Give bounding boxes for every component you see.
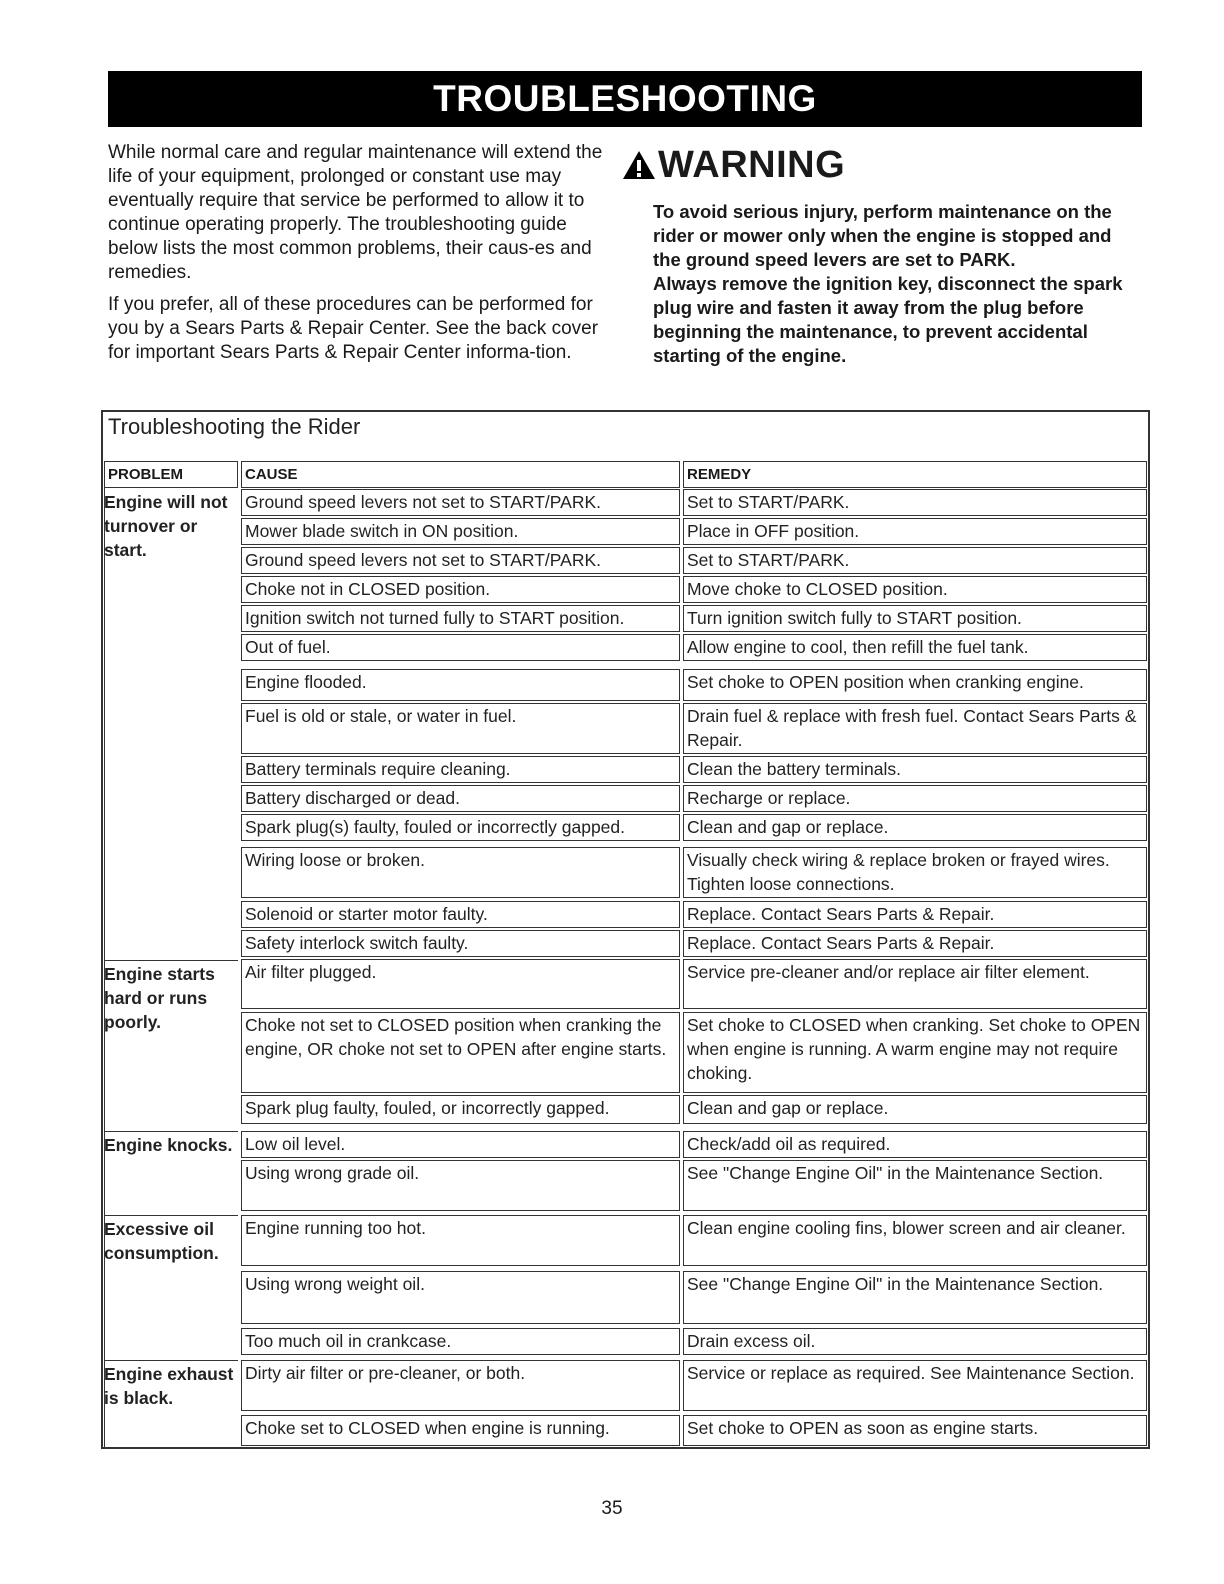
- cause-cell: Safety interlock switch faulty.: [241, 930, 680, 957]
- remedy-cell: Replace. Contact Sears Parts & Repair.: [683, 901, 1147, 928]
- cause-cell: Mower blade switch in ON position.: [241, 518, 680, 545]
- problem-cell: Engine knocks.: [104, 1135, 233, 1155]
- cause-cell: Too much oil in crankcase.: [241, 1328, 680, 1355]
- cause-cell: Spark plug(s) faulty, fouled or incorrectly gapped.: [241, 814, 680, 841]
- remedy-cell: Set to START/PARK.: [683, 547, 1147, 574]
- cause-cell: Fuel is old or stale, or water in fuel.: [241, 703, 680, 754]
- remedy-cell: Allow engine to cool, then refill the fuel tank.: [683, 634, 1147, 661]
- remedy-cell: Move choke to CLOSED position.: [683, 576, 1147, 603]
- page-banner: TROUBLESHOOTING: [108, 71, 1142, 127]
- remedy-cell: Clean the battery terminals.: [683, 756, 1147, 783]
- cause-cell: Dirty air filter or pre-cleaner, or both.: [241, 1360, 680, 1411]
- cause-cell: Spark plug faulty, fouled, or incorrectly gapped.: [241, 1095, 680, 1124]
- header-cause: CAUSE: [241, 461, 680, 488]
- warning-triangle-icon: [622, 149, 656, 181]
- cause-cell: Wiring loose or broken.: [241, 847, 680, 898]
- cause-cell: Using wrong grade oil.: [241, 1160, 680, 1211]
- remedy-cell: Drain fuel & replace with fresh fuel. Contact Sears Parts & Repair.: [683, 703, 1147, 754]
- cause-cell: Battery discharged or dead.: [241, 785, 680, 812]
- problem-cell: Engine will not turnover or start.: [104, 492, 228, 560]
- remedy-cell: Visually check wiring & replace broken or frayed wires. Tighten loose connections.: [683, 847, 1147, 898]
- intro-paragraph-1: While normal care and regular maintenance will extend the life of your equipment, prolonged or constant use may eventually require that service be performed to allow it to continue operating properly. The troubleshooting guide below lists the most common problems, their caus-es and remedies.: [108, 142, 603, 283]
- cause-cell: Ground speed levers not set to START/PARK.: [241, 489, 680, 516]
- remedy-cell: See "Change Engine Oil" in the Maintenance Section.: [683, 1160, 1147, 1211]
- page-number: 35: [601, 1498, 623, 1519]
- remedy-cell: See "Change Engine Oil" in the Maintenance Section.: [683, 1271, 1147, 1324]
- problem-cell: Engine starts hard or runs poorly.: [104, 964, 215, 1032]
- remedy-cell: Clean engine cooling fins, blower screen and air cleaner.: [683, 1215, 1147, 1266]
- cause-cell: Choke not in CLOSED position.: [241, 576, 680, 603]
- header-problem: PROBLEM: [104, 461, 238, 488]
- warning-title: WARNING: [658, 143, 846, 186]
- remedy-cell: Set to START/PARK.: [683, 489, 1147, 516]
- problem-cell: Engine exhaust is black.: [104, 1364, 234, 1408]
- remedy-cell: Set choke to OPEN as soon as engine starts.: [683, 1415, 1147, 1446]
- remedy-cell: Clean and gap or replace.: [683, 814, 1147, 841]
- remedy-cell: Clean and gap or replace.: [683, 1095, 1147, 1124]
- warning-header: [622, 141, 845, 189]
- problem-divider: [104, 1215, 238, 1216]
- problem-divider: [104, 960, 238, 961]
- intro-text: [108, 141, 618, 373]
- header-remedy: REMEDY: [683, 461, 1147, 488]
- cause-cell: Choke not set to CLOSED position when cranking the engine, OR choke not set to OPEN after engine starts.: [241, 1012, 680, 1093]
- cause-cell: Engine running too hot.: [241, 1215, 680, 1266]
- remedy-cell: Replace. Contact Sears Parts & Repair.: [683, 930, 1147, 957]
- table-title: Troubleshooting the Rider: [108, 414, 361, 439]
- remedy-cell: Check/add oil as required.: [683, 1131, 1147, 1158]
- problem-divider: [104, 1360, 238, 1361]
- cause-cell: Low oil level.: [241, 1131, 680, 1158]
- cause-cell: Using wrong weight oil.: [241, 1271, 680, 1324]
- problem-cell: Excessive oil consumption.: [104, 1219, 219, 1263]
- cause-cell: Engine flooded.: [241, 669, 680, 701]
- cause-cell: Battery terminals require cleaning.: [241, 756, 680, 783]
- warning-paragraph-1: To avoid serious injury, perform maintenance on the rider or mower only when the engine is stopped and the ground speed levers are set to PARK.: [653, 201, 1112, 270]
- problem-divider: [104, 1131, 238, 1132]
- intro-paragraph-2: If you prefer, all of these procedures can be performed for you by a Sears Parts & Repair Center. See the back cover for important Sears Parts & Repair Center informa-tion.: [108, 294, 599, 363]
- cause-cell: Solenoid or starter motor faulty.: [241, 901, 680, 928]
- cause-cell: Ground speed levers not set to START/PARK.: [241, 547, 680, 574]
- remedy-cell: Recharge or replace.: [683, 785, 1147, 812]
- remedy-cell: Set choke to OPEN position when cranking engine.: [683, 669, 1147, 701]
- remedy-cell: Turn ignition switch fully to START position.: [683, 605, 1147, 632]
- remedy-cell: Set choke to CLOSED when cranking. Set choke to OPEN when engine is running. A warm engine may not require choking.: [683, 1012, 1147, 1093]
- cause-cell: Ignition switch not turned fully to START position.: [241, 605, 680, 632]
- remedy-cell: Drain excess oil.: [683, 1328, 1147, 1355]
- remedy-cell: Service pre-cleaner and/or replace air filter element.: [683, 959, 1147, 1009]
- remedy-cell: Place in OFF position.: [683, 518, 1147, 545]
- cause-cell: Out of fuel.: [241, 634, 680, 661]
- warning-paragraph-2: Always remove the ignition key, disconnect the spark plug wire and fasten it away from the plug before beginning the maintenance, to prevent accidental starting of the engine.: [653, 273, 1123, 366]
- warning-text: [653, 200, 1123, 368]
- remedy-cell: Service or replace as required. See Maintenance Section.: [683, 1360, 1147, 1411]
- cause-cell: Air filter plugged.: [241, 959, 680, 1009]
- cause-cell: Choke set to CLOSED when engine is running.: [241, 1415, 680, 1446]
